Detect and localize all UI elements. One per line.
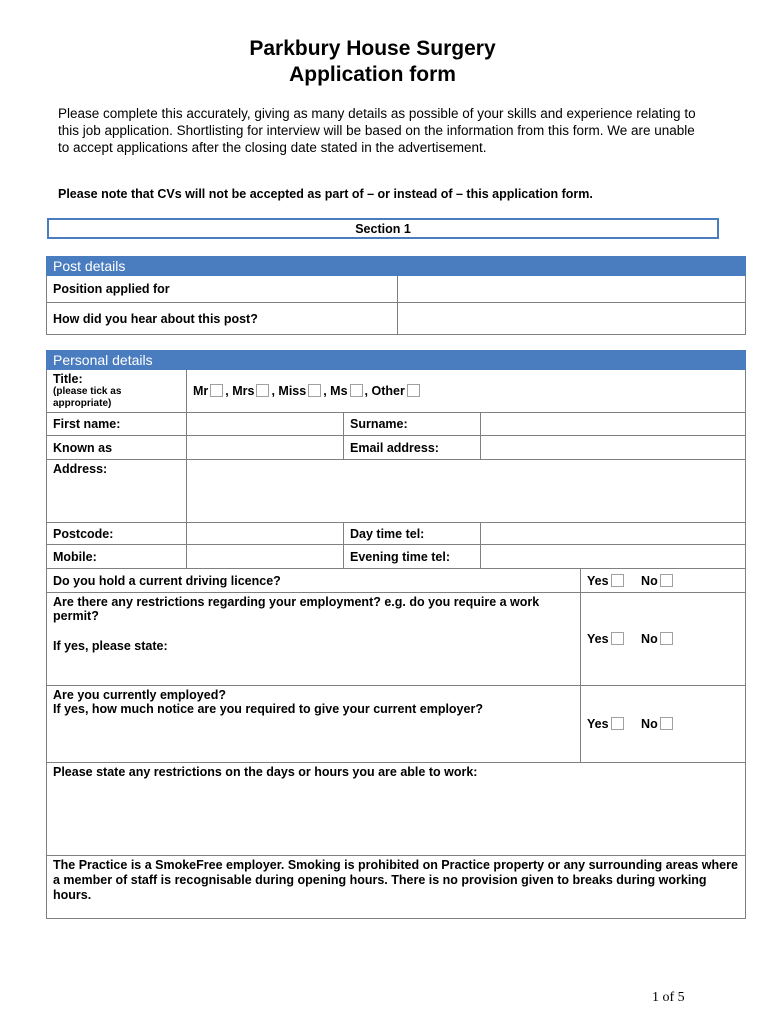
- post-details-heading: Post details: [47, 257, 746, 276]
- employed-no-checkbox[interactable]: [660, 717, 673, 730]
- email-label: Email address:: [344, 436, 481, 460]
- known-as-input[interactable]: [187, 436, 344, 460]
- restrictions-if-yes: If yes, please state:: [53, 639, 168, 653]
- title-other-checkbox[interactable]: [407, 384, 420, 397]
- driving-yes-label: Yes: [587, 573, 609, 588]
- title-other-label: , Other: [364, 384, 405, 398]
- address-input[interactable]: [187, 460, 746, 523]
- employed-cell: [47, 686, 581, 763]
- position-input[interactable]: [398, 276, 746, 303]
- surname-label: Surname:: [344, 413, 481, 436]
- position-label: Position applied for: [47, 276, 398, 303]
- day-tel-input[interactable]: [481, 523, 746, 545]
- intro-paragraph: Please complete this accurately, giving as many details as possible of your skills and experience relating to this job application. Shortlisting for interview will be based on the information from this form. We are unable to accept applications after the closing date stated in the advertisement.: [58, 106, 696, 155]
- postcode-input[interactable]: [187, 523, 344, 545]
- page-number: 1 of 5: [652, 990, 685, 1005]
- evening-tel-input[interactable]: [481, 545, 746, 569]
- restrictions-yes-label: Yes: [587, 632, 609, 646]
- smokefree-notice: The Practice is a SmokeFree employer. Smoking is prohibited on Practice property or any surrounding areas where a member of staff is recognisable during opening hours. There is no provision given to breaks during working hours.: [47, 856, 746, 919]
- title-mr-checkbox[interactable]: [210, 384, 223, 397]
- employed-no-label: No: [641, 717, 658, 731]
- title-hint: (please tick as appropriate): [53, 386, 122, 409]
- title-mr-label: Mr: [193, 384, 209, 398]
- postcode-label: Postcode:: [47, 523, 187, 545]
- personal-details-table: [46, 350, 746, 919]
- personal-details-heading: Personal details: [47, 351, 746, 370]
- driving-licence-question: Do you hold a current driving licence?: [47, 569, 581, 593]
- employed-question: Are you currently employed?: [53, 688, 226, 702]
- surname-input[interactable]: [481, 413, 746, 436]
- email-input[interactable]: [481, 436, 746, 460]
- title-miss-label: , Miss: [271, 384, 307, 398]
- restrictions-yes-checkbox[interactable]: [611, 632, 624, 645]
- mobile-input[interactable]: [187, 545, 344, 569]
- post-details-table: [46, 256, 746, 335]
- title-miss-checkbox[interactable]: [308, 384, 321, 397]
- title-options: [187, 370, 746, 413]
- driving-no-label: No: [641, 573, 658, 588]
- employed-options: [581, 686, 746, 763]
- evening-tel-label: Evening time tel:: [344, 545, 481, 569]
- driving-yes-checkbox[interactable]: [611, 574, 624, 587]
- title-mrs-label: , Mrs: [225, 384, 255, 398]
- restrictions-no-checkbox[interactable]: [660, 632, 673, 645]
- title-ms-label: , Ms: [323, 384, 348, 398]
- form-title-line2: Application form: [289, 63, 456, 86]
- first-name-label: First name:: [47, 413, 187, 436]
- restrictions-options: [581, 593, 746, 686]
- hear-about-label: How did you hear about this post?: [47, 303, 398, 335]
- driving-no-checkbox[interactable]: [660, 574, 673, 587]
- address-label: Address:: [47, 460, 187, 523]
- title-label: Title:: [53, 372, 83, 386]
- employed-yes-label: Yes: [587, 717, 609, 731]
- days-hours-question: Please state any restrictions on the days or hours you are able to work:: [53, 765, 478, 779]
- title-label-cell: [47, 370, 187, 413]
- restrictions-no-label: No: [641, 632, 658, 646]
- hear-about-input[interactable]: [398, 303, 746, 335]
- section-1-label: Section 1: [47, 218, 719, 239]
- driving-licence-options: [581, 569, 746, 593]
- restrictions-cell: [47, 593, 581, 686]
- cv-note: Please note that CVs will not be accepted as part of – or instead of – this application form.: [58, 187, 593, 201]
- days-hours-field[interactable]: [47, 763, 746, 856]
- known-as-label: Known as: [47, 436, 187, 460]
- restrictions-question: Are there any restrictions regarding your employment? e.g. do you require a work permit?: [53, 595, 540, 623]
- title-mrs-checkbox[interactable]: [256, 384, 269, 397]
- notice-question: If yes, how much notice are you required to give your current employer?: [53, 702, 483, 716]
- first-name-input[interactable]: [187, 413, 344, 436]
- form-title-line1: Parkbury House Surgery: [249, 37, 496, 60]
- mobile-label: Mobile:: [47, 545, 187, 569]
- employed-yes-checkbox[interactable]: [611, 717, 624, 730]
- day-tel-label: Day time tel:: [344, 523, 481, 545]
- title-ms-checkbox[interactable]: [350, 384, 363, 397]
